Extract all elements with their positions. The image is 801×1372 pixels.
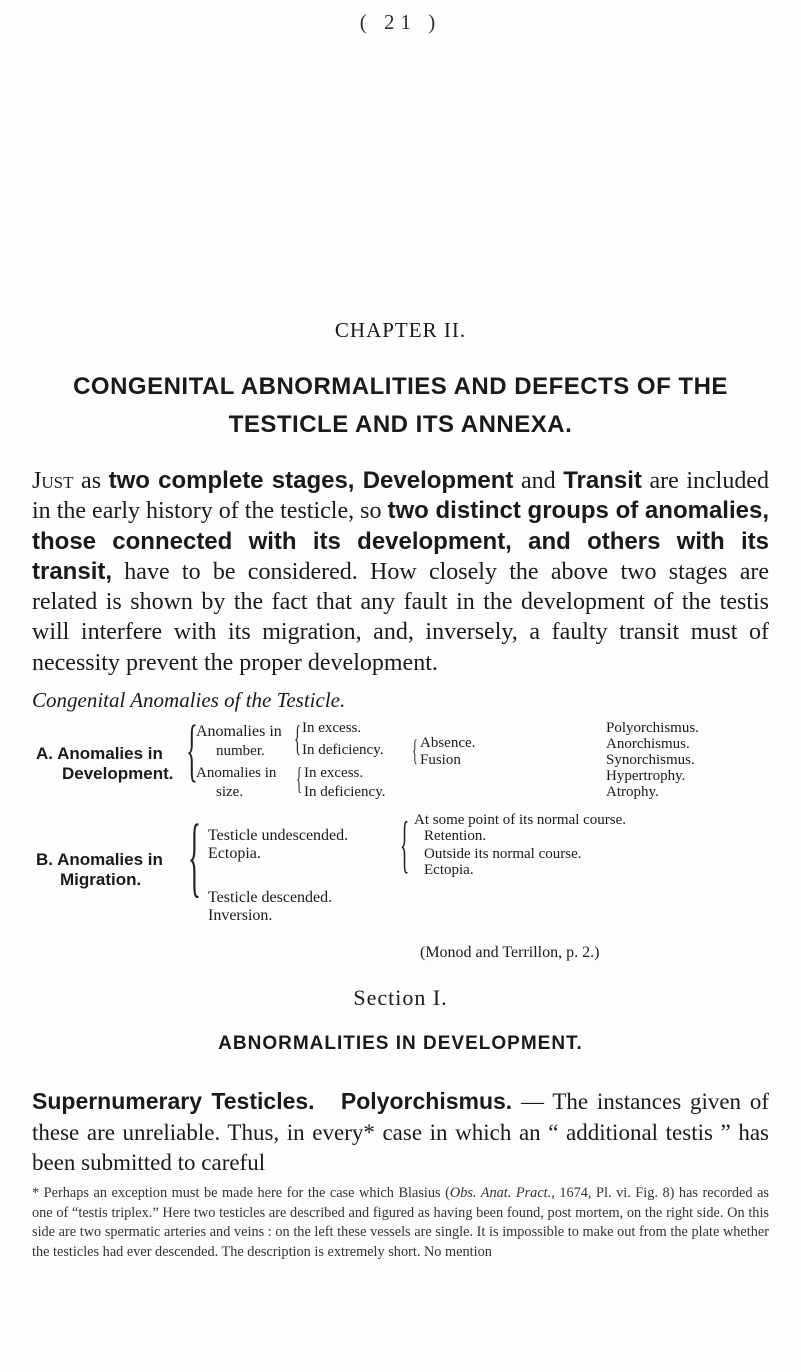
- b-result-2: Retention.: [424, 828, 487, 844]
- b-result-4: Ectopia.: [424, 862, 474, 878]
- brace-a-number: {: [294, 718, 301, 758]
- group-b-label-1: B. Anomalies in: [36, 850, 163, 869]
- intro-bold-2: Transit: [563, 467, 642, 494]
- footnote: [32, 1184, 769, 1262]
- citation: (Monod and Terrillon, p. 2.): [420, 944, 600, 961]
- b-undescended-2: Ectopia.: [208, 845, 261, 862]
- chapter-heading: CHAPTER II.: [334, 318, 467, 342]
- brace-b: {: [188, 807, 201, 906]
- result-anorchismus: Anorchismus.: [606, 736, 690, 752]
- a-size-deficiency: In deficiency.: [304, 784, 386, 800]
- intro-text-4: have to be considered. How closely the above two stages are related is shown by the fact that any fault in the development of the testis will interfere with its migration, and, inversely, a faulty transit must of necessity prevent the proper development.: [32, 558, 769, 676]
- footnote-italic: Obs. Anat. Pract.: [449, 1185, 552, 1201]
- a-number-1: Anomalies in: [196, 723, 282, 740]
- a-size-1: Anomalies in: [196, 765, 277, 781]
- para-bold-2: Polyorchismus.: [340, 1088, 513, 1114]
- a-excess: In excess.: [302, 720, 362, 736]
- table-subheading: Congenital Anomalies of the Testicle.: [32, 688, 346, 712]
- a-fusion: Fusion: [420, 752, 461, 768]
- a-size-2: size.: [216, 784, 244, 800]
- body-paragraph: [32, 1086, 769, 1179]
- para-text: — The instances given of these are unreliable. Thus, in every* case in which an “ additional testis ” has been submitted to careful: [32, 1089, 769, 1175]
- chapter-title: CONGENITAL ABNORMALITIES AND DEFECTS OF THE TESTICLE AND ITS ANNEXA.: [73, 373, 728, 438]
- a-size-excess: In excess.: [304, 765, 364, 781]
- result-polyorchismus: Polyorchismus.: [606, 720, 699, 736]
- a-number-2: number.: [216, 743, 265, 759]
- intro-text-2: and: [513, 468, 564, 494]
- footnote-text-2: , 1674, Pl. vi. Fig. 8) has recorded as one of “testis triplex.” Here two testicles are described and figured as having been found, post mortem, on the right side. On this side are two spermatic arteries and veins : on the left these vessels are single. It is impossible to make out from the plate whether the testicles had ever descended. The description is extremely short. No mention: [32, 1185, 769, 1260]
- b-result-1: At some point of its normal course.: [414, 812, 627, 828]
- section-heading: Section I.: [353, 985, 448, 1010]
- brace-a: {: [186, 712, 198, 789]
- b-undescended-1: Testicle undescended.: [208, 827, 349, 844]
- result-synorchismus: Synorchismus.: [606, 752, 695, 768]
- a-deficiency: In deficiency.: [302, 742, 384, 758]
- intro-text-1: as: [73, 468, 109, 494]
- footnote-text-1: * Perhaps an exception must be made here for the case which Blasius (: [32, 1185, 450, 1201]
- intro-text-3: are included in the early history of the testicle, so: [32, 468, 769, 525]
- brace-b-undescended: {: [400, 808, 410, 879]
- b-descended-2: Inversion.: [208, 907, 273, 924]
- b-result-3: Outside its normal course.: [424, 846, 582, 862]
- result-hypertrophy: Hypertrophy.: [606, 768, 686, 784]
- section-title: ABNORMALITIES IN DEVELOPMENT.: [218, 1033, 583, 1054]
- intro-bold-3: two distinct groups of anomalies, those connected with its development, and others with its transit,: [32, 497, 769, 585]
- brace-a-deficiency: {: [412, 734, 418, 767]
- page-number: ( 21 ): [359, 10, 442, 34]
- group-a-label-2: Development.: [62, 764, 174, 783]
- group-b-label-2: Migration.: [60, 870, 142, 889]
- intro-paragraph: [32, 466, 769, 678]
- intro-lead-word: Just: [32, 468, 74, 494]
- b-descended-1: Testicle descended.: [208, 889, 333, 906]
- para-bold-1: Supernumerary Testicles.: [32, 1088, 315, 1114]
- brace-a-size: {: [296, 760, 303, 796]
- a-absence: Absence.: [420, 735, 476, 751]
- result-atrophy: Atrophy.: [606, 784, 659, 800]
- group-a-label-1: A. Anomalies in: [36, 744, 163, 763]
- intro-bold-1: two complete stages, Development: [108, 467, 514, 494]
